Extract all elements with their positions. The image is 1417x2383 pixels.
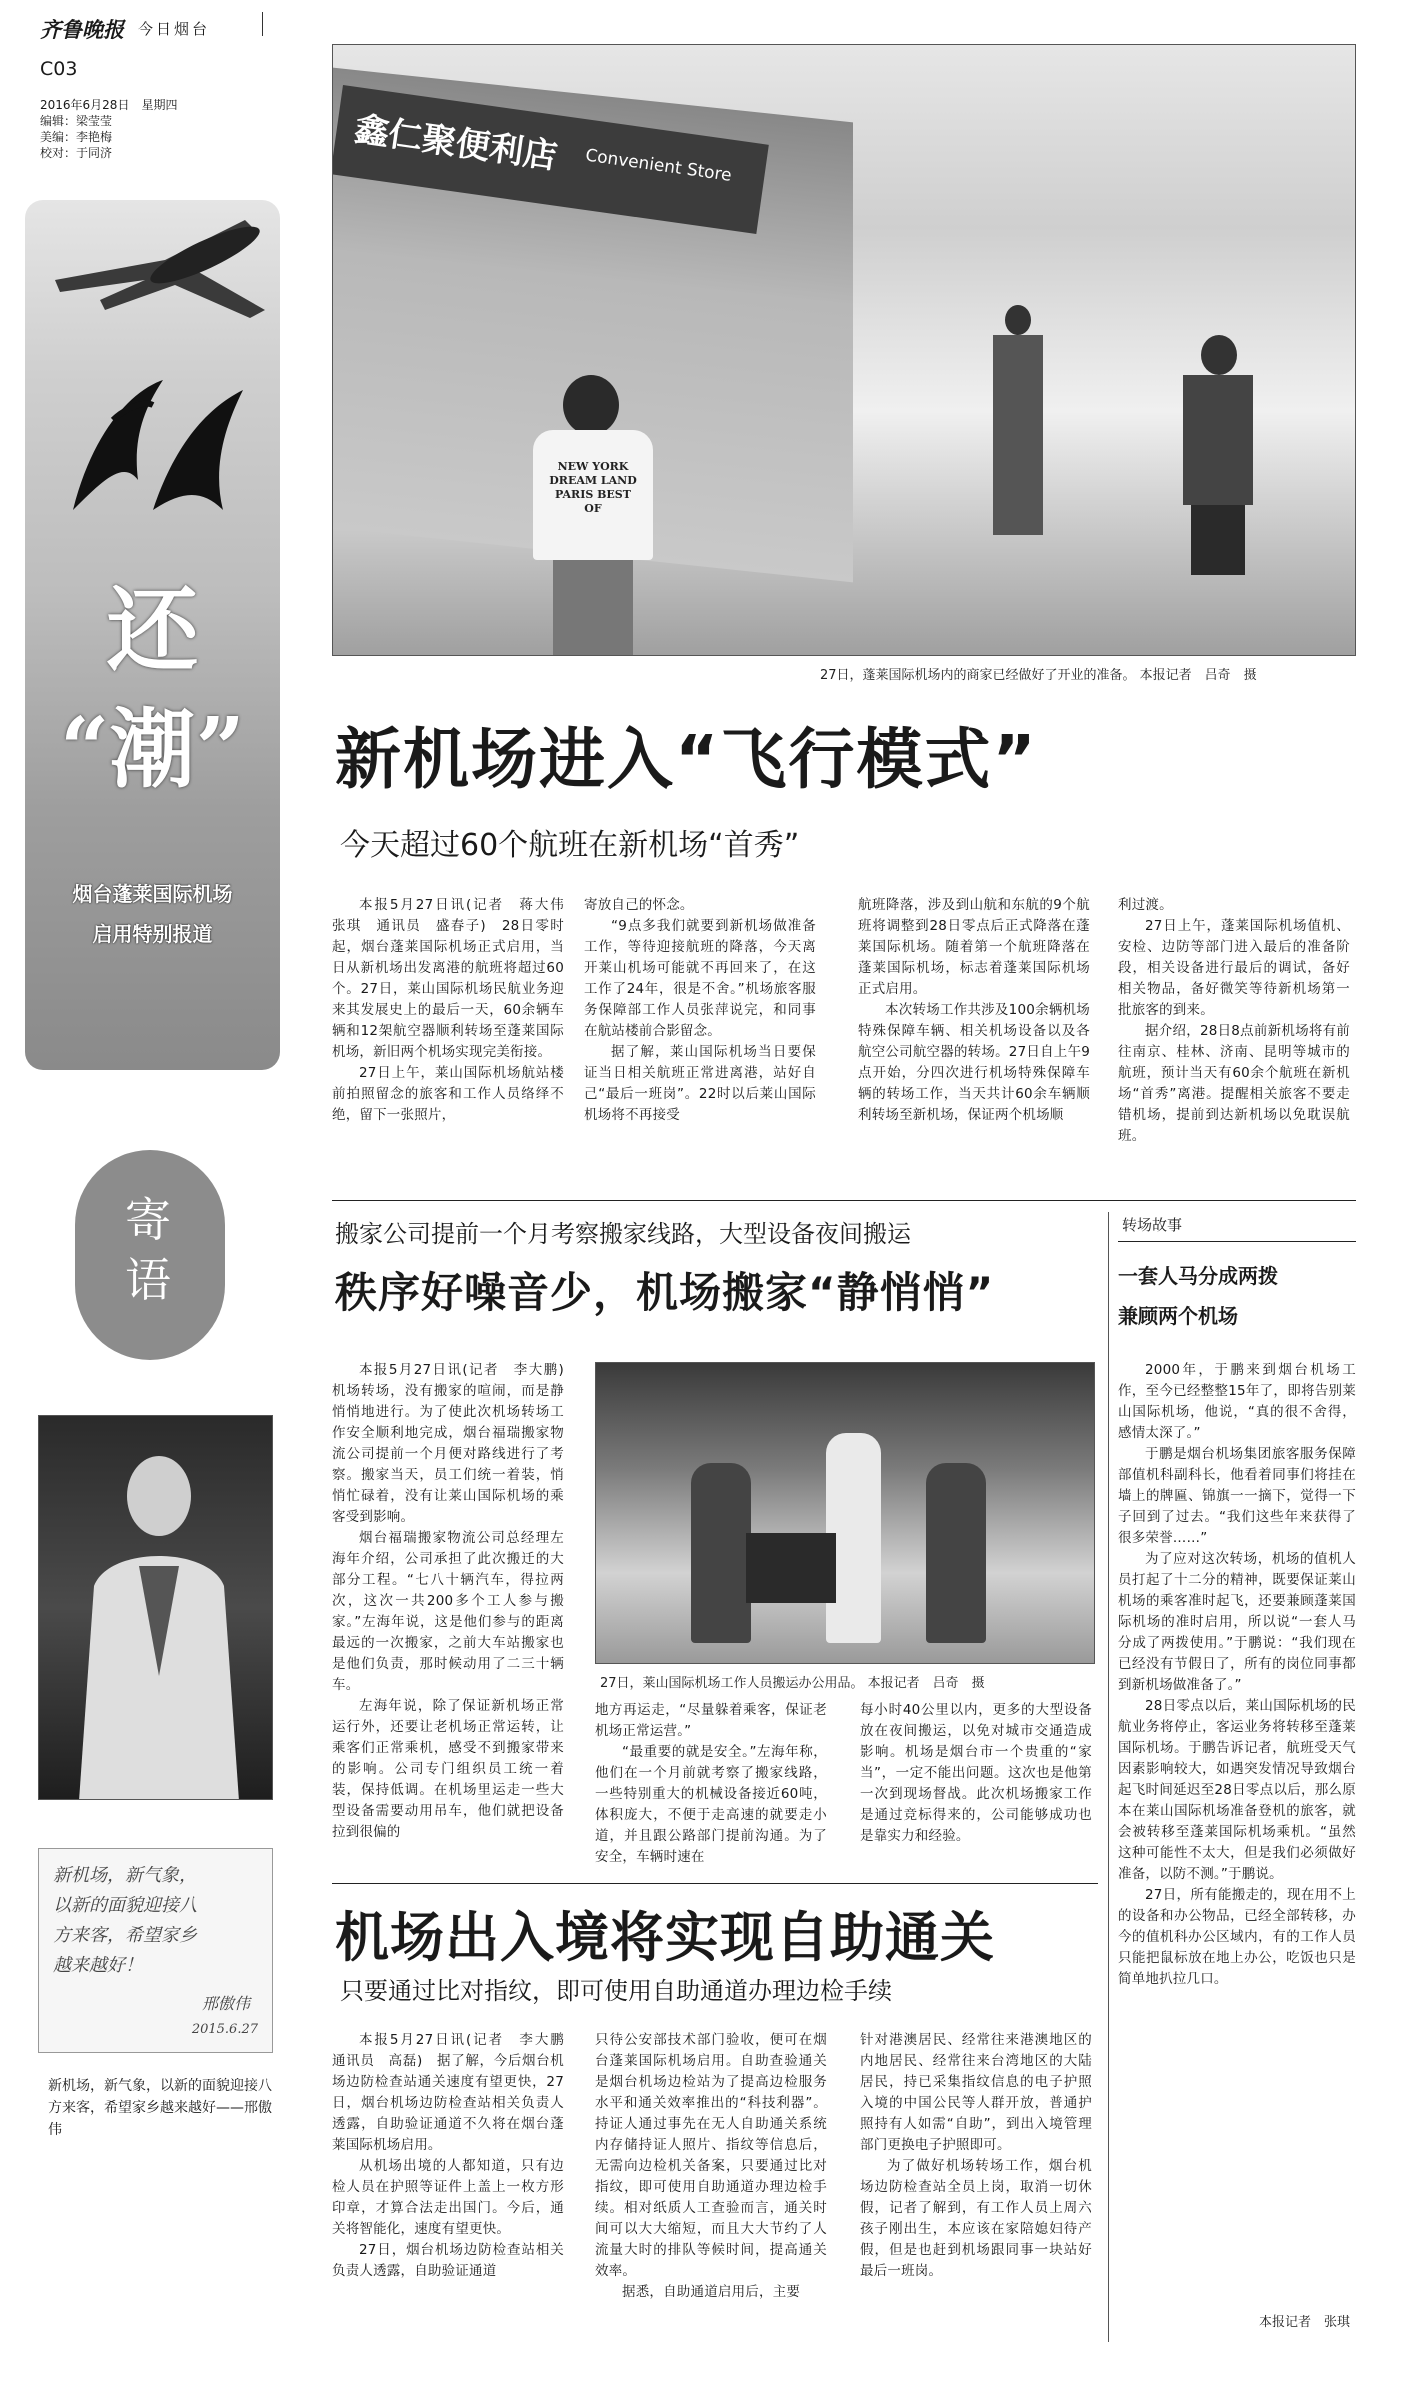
article1-col1: 本报5月27日讯(记者 蒋大伟 张琪 通讯员 盛春子) 28日零时起，烟台蓬莱国际机场正式启用，当日从新机场出发离港的航班将超过60个。27日，莱山国际机场民航业务迎来其发展史上的最后一天，60余辆车辆和12架航空器顺利转场至蓬莱国际机场，新旧两个机场实现完美衔接。 27日上午，莱山国际机场航站楼前拍照留念的旅客和工作人员络绎不绝，留下一张照片， bbox=[332, 897, 578, 1123]
moved-box bbox=[746, 1533, 836, 1603]
section-divider-1 bbox=[332, 1200, 1356, 1201]
story-divider bbox=[1108, 1212, 1109, 2342]
masthead bbox=[40, 14, 260, 194]
staff-carrier-3 bbox=[926, 1463, 986, 1643]
article1-col4: 利过渡。 27日上午，蓬莱国际机场值机、安检、边防等部门进入最后的准备阶段，相关设备进行最后的调试，备好相关物品，备好微笑等待新机场第一批旅客的到来。 据介绍，28日8点前新机场将有前往南京、桂林、济南、昆明等城市的航班，预计当天有60余个航班在新机场“首秀”离港。提醒相关旅客不要走错机场，提前到达新机场以免耽误航班。 bbox=[1118, 897, 1350, 1144]
handwriting-note bbox=[38, 1848, 273, 2053]
story-title-line2: 兼顾两个机场 bbox=[1118, 1304, 1238, 1328]
article3-col1: 本报5月27日讯(记者 李大鹏 通讯员 高磊) 据了解，今后烟台机场边防检查站通关速度有望更快，27日，烟台机场边防检查站相关负责人透露，自助验证通道不久将在烟台蓬莱国际机场启用。 从机场出境的人都知道，只有边检人员在护照等证件上盖上一枚方形印章，才算合法走出国门。今后，通关将智能化，速度有望更快。 27日，烟台机场边防检查站相关负责人透露，自助验证通道 bbox=[332, 2032, 578, 2279]
story-title-line1: 一套人马分成两拨 bbox=[1118, 1264, 1278, 1288]
person-silhouette-icon bbox=[39, 1416, 273, 1800]
masthead-divider bbox=[262, 12, 263, 36]
handwriting-line4: 越来越好！ bbox=[53, 1955, 143, 1976]
airplane-icon bbox=[45, 200, 275, 340]
story-body: 2000年，于鹏来到烟台机场工作，至今已经整整15年了，即将告别莱山国际机场，他说，“真的很不舍得，感情太深了。” 于鹏是烟台机场集团旅客服务保障部值机科副科长，他看着同事们将挂在墙上的牌匾、锦旗一一摘下，觉得一下子回到了过去。“我们这些年来获得了很多荣誉……” 为了应对这次转场，机场的值机人员打起了十二分的精神，既要保证莱山机场的乘客准时起飞，还要兼顾蓬莱国际机场的准时启用，所以说“一套人马分成了两拨使用。”于鹏说：“我们现在已经没有节假日了，所有的岗位同事都到新机场做准备了。” 28日零点以后，莱山国际机场的民航业务将停止，客运业务将转移至蓬莱国际机场。于鹏告诉记者，航班受天气因素影响较大，如遇突发情况导致烟台起飞时间延迟至28日零点以后，那么原本在莱山国际机场准备登机的旅客，就会被转移至蓬莱国际机场乘机。“虽然这种可能性不太大，但是我们必须做好准备，以防不测。”于鹏说。 27日，所有能搬走的，现在用不上的设备和办公物品，已经全部转移，办今的值机科办公区域内，有的工作人员只能把鼠标放在地上办公，吃饭也只是简单地扒拉几口。 bbox=[1118, 1362, 1356, 1987]
article2-col1: 本报5月27日讯(记者 李大鹏) 机场转场，没有搬家的喧闹，而是静悄悄地进行。为了使此次机场转场工作安全顺利地完成，烟台福瑞搬家物流公司提前一个月便对路线进行了考察。搬家当天，员工们统一着装，悄悄忙碌着，没有让莱山国际机场的乘客受到影响。 烟台福瑞搬家物流公司总经理左海年介绍，公司承担了此次搬迁的大部分工程。“七八十辆汽车，得拉两次，这次一共200多个工人参与搬家。”左海年说，这是他们参与的距离最远的一次搬家，之前大车站搬家也是他们负责，那时候动用了二三十辆车。 左海年说，除了保证新机场正常运行外，还要让老机场正常运转，让乘客们正常乘机，感受不到搬家带来的影响。公司专门组织员工统一着装，保持低调。在机场里运走一些大型设备需要动用吊车，他们就把设备拉到很偏的 bbox=[332, 1362, 578, 1840]
handwriting-line3: 方来客，希望家乡 bbox=[53, 1925, 197, 1946]
handwriting-line2: 以新的面貌迎接八 bbox=[53, 1895, 197, 1916]
bird-logo-icon bbox=[53, 370, 253, 530]
page-number: C03 bbox=[40, 58, 78, 80]
proof-credit: 校对：于同济 bbox=[40, 146, 113, 160]
paper-logo: 齐鲁晚报 bbox=[40, 17, 124, 42]
portrait-photo bbox=[38, 1415, 273, 1800]
story-label-rule bbox=[1118, 1241, 1356, 1242]
article3-headline: 机场出入境将实现自助通关 bbox=[335, 1906, 995, 1969]
message-badge bbox=[75, 1150, 225, 1360]
article2-col2: 地方再运走，“尽量躲着乘客，保证老机场正常运营。” “最重要的就是安全。”左海年称，他们在一个月前就考察了搬家线路，一些特别重大的机械设备接近60吨，体积庞大，不便于走高速的就要走小道，并且跟公路部门提前沟通。为了安全，车辆时速在 bbox=[595, 1702, 827, 1865]
staff-figure-right bbox=[1183, 335, 1253, 635]
handwriting-quote: 新机场，新气象，以新的面貌迎接八方来客，希望家乡越来越好——邢傲伟 bbox=[48, 2078, 272, 2138]
article2-headline: 秩序好噪音少，机场搬家“静悄悄” bbox=[335, 1268, 995, 1317]
message-label: 寄语 bbox=[125, 1193, 171, 1307]
article1-col2: 寄放自己的怀念。 “9点多我们就要到新机场做准备工作，等待迎接航班的降落，今天离开莱山机场可能就不再回来了，在这工作了24年，很是不舍。”机场旅客服务保障部工作人员张萍说完，和同事在航站楼前合影留念。 据了解，莱山国际机场当日要保证当日相关航班正常进离港，站好自己“最后一班岗”。22时以后莱山国际机场将不再接受 bbox=[584, 897, 816, 1123]
handwriting-sign: 邢傲伟 bbox=[201, 1994, 250, 2013]
moving-staff-photo bbox=[595, 1362, 1095, 1664]
staff-carrier-1 bbox=[691, 1463, 751, 1643]
handwriting-date: 2015.6.27 bbox=[191, 2022, 258, 2037]
woman-figure-left bbox=[533, 375, 653, 655]
article2-photo-caption: 27日，莱山国际机场工作人员搬运办公用品。 本报记者 吕奇 摄 bbox=[600, 1676, 985, 1691]
story-byline: 本报记者 张琪 bbox=[1258, 2315, 1350, 2330]
staff-figure-mid bbox=[993, 305, 1043, 535]
article3-col3: 针对港澳居民、经常往来港澳地区的内地居民、经常往来台湾地区的大陆居民，持已采集指纹信息的电子护照入境的中国公民等人群开放，普通护照持有人如需“自助”，到出入境管理部门更换电子护照即可。 为了做好机场转场工作，烟台机场边防检查站全员上岗，取消一切休假，记者了解到，有工作人员上周六孩子刚出生，本应该在家陪媳妇待产假，但是也赶到机场跟同事一块站好最后一班岗。 bbox=[860, 2032, 1092, 2279]
article3-subhead: 只要通过比对指纹，即可使用自助通道办理边检手续 bbox=[340, 1977, 892, 2005]
designer-credit: 美编：李艳梅 bbox=[40, 130, 113, 144]
issue-date: 2016年6月28日 星期四 bbox=[40, 98, 178, 112]
article1-col3: 航班降落，涉及到山航和东航的9个航班将调整到28日零点后正式降落在蓬莱国际机场。随着第一个航班降落在蓬莱国际机场，标志着蓬莱国际机场正式启用。 本次转场工作共涉及100余辆机场特殊保障车辆、相关机场设备以及各航空公司航空器的转场。27日自上午9点开始，分四次进行机场特殊保障车辆的转场工作，当天共计60余车辆顺利转场至新机场，保证两个机场顺 bbox=[858, 897, 1090, 1123]
sidebar-subtitle-line2: 启用特别报道 bbox=[92, 922, 213, 946]
sidebar-title-line1: 还 bbox=[106, 576, 199, 684]
handwriting-line1: 新机场，新气象， bbox=[53, 1865, 197, 1886]
story-label: 转场故事 bbox=[1122, 1216, 1183, 1234]
sidebar-subtitle-line1: 烟台蓬莱国际机场 bbox=[72, 882, 233, 906]
story-box bbox=[1118, 1212, 1356, 2342]
article1-subhead: 今天超过60个航班在新机场“首秀” bbox=[340, 828, 800, 863]
shirt-print: NEW YORK DREAM LAND PARIS BEST OF bbox=[549, 460, 637, 515]
store-sign-en: Convenient Store bbox=[584, 145, 733, 186]
section-name: 今日烟台 bbox=[138, 20, 211, 38]
editor-credit: 编辑：梁莹莹 bbox=[40, 114, 113, 128]
sidebar-panel bbox=[25, 200, 280, 1070]
airport-store-photo bbox=[332, 44, 1356, 656]
article3-col2: 只待公安部技术部门验收，便可在烟台蓬莱国际机场启用。自助查验通关是烟台机场边检站为了提高边检服务水平和通关效率推出的“科技利器”。持证人通过事先在无人自助通关系统内存储持证人照片、指纹等信息后，无需向边检机关备案，只要通过比对指纹，即可使用自助通道办理边检手续。相对纸质人工查验而言，通关时间可以大大缩短，而且大大节约了人流量大时的排队等候时间，提高通关效率。 据悉，自助通道启用后，主要 bbox=[595, 2032, 827, 2300]
section-divider-2 bbox=[332, 1883, 1098, 1884]
article2-kicker: 搬家公司提前一个月考察搬家线路，大型设备夜间搬运 bbox=[335, 1220, 911, 1248]
article1-headline: 新机场进入“飞行模式” bbox=[335, 721, 1038, 798]
sidebar-title-line2: “潮” bbox=[60, 699, 245, 800]
top-photo-caption: 27日，蓬莱国际机场内的商家已经做好了开业的准备。 本报记者 吕奇 摄 bbox=[820, 668, 1257, 683]
store-sign-text: 鑫仁聚便利店 bbox=[352, 109, 560, 178]
article2-col3: 每小时40公里以内，更多的大型设备放在夜间搬运，以免对城市交通造成影响。机场是烟台市一个贵重的“家当”，一定不能出问题。这次也是他第一次到现场督战。此次机场搬家工作是通过竞标得来的，公司能够成功也是靠实力和经验。 bbox=[860, 1702, 1092, 1844]
